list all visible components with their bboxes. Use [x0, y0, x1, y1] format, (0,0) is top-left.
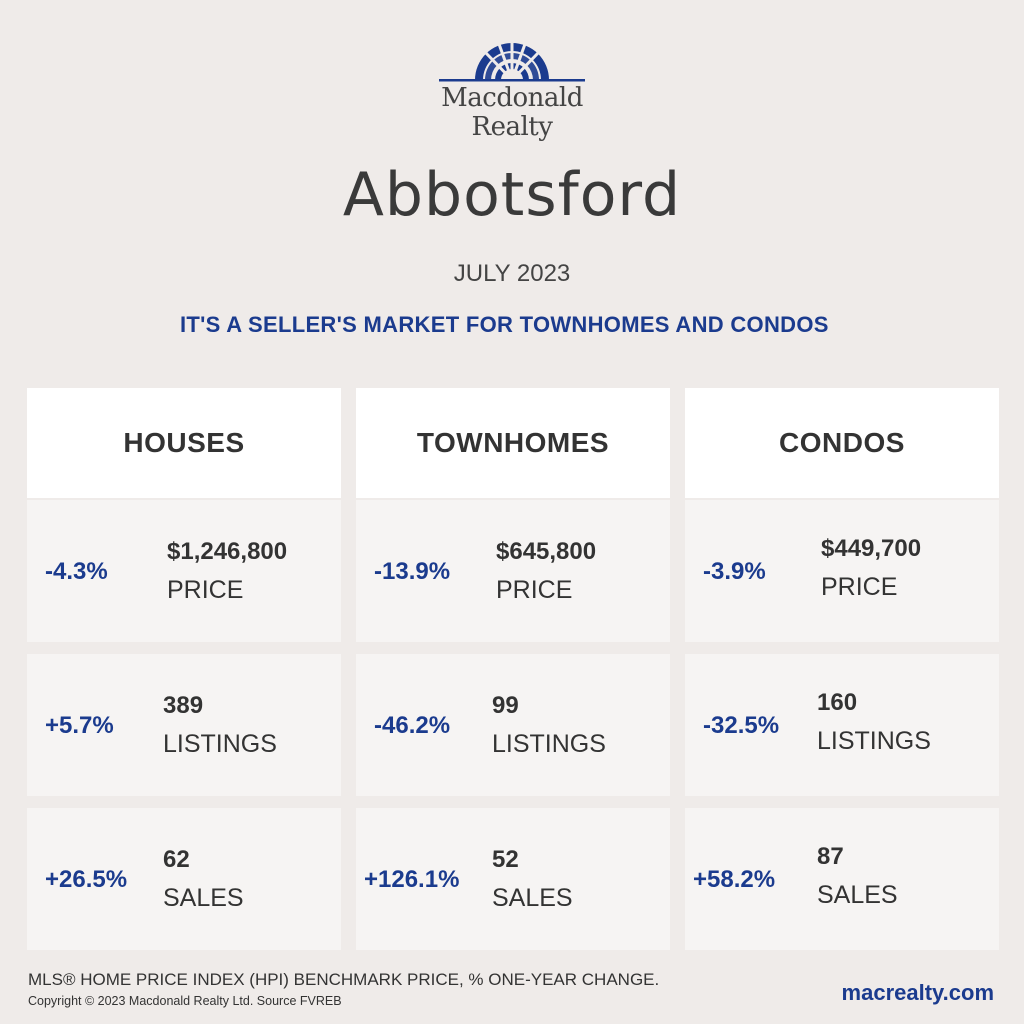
sales-label: SALES: [163, 884, 244, 912]
price-change: -3.9%: [703, 558, 766, 585]
price-label: PRICE: [821, 573, 898, 601]
sales-value: 52: [492, 846, 519, 873]
listings-label: LISTINGS: [163, 730, 277, 758]
column-header: TOWNHOMES: [356, 388, 670, 498]
listings-change: +5.7%: [45, 712, 114, 739]
price-card: [27, 500, 341, 642]
listings-change: -46.2%: [374, 712, 451, 739]
price-change: -4.3%: [45, 558, 108, 585]
listings-value: 99: [492, 692, 519, 719]
footer-copyright: Copyright © 2023 Macdonald Realty Ltd. Source FVREB: [28, 994, 342, 1008]
listings-card: [685, 654, 999, 796]
market-headline: IT'S A SELLER'S MARKET FOR TOWNHOMES AND CONDOS: [180, 312, 829, 337]
sun-arch-logo-icon: [437, 36, 587, 84]
listings-change: -32.5%: [703, 712, 780, 739]
sales-label: SALES: [817, 881, 898, 909]
brand-name-line1: Macdonald: [441, 83, 583, 113]
price-label: PRICE: [496, 576, 573, 604]
price-label: PRICE: [167, 576, 244, 604]
sales-card: [356, 808, 670, 950]
price-card: [685, 500, 999, 642]
brand-logo: [0, 36, 1024, 156]
brand-name-line2: Realty: [471, 112, 553, 142]
column-houses: [27, 388, 341, 912]
report-month: JULY 2023: [453, 260, 571, 287]
listings-value: 160: [817, 689, 858, 716]
sales-change: +26.5%: [45, 866, 128, 893]
city-title: Abbotsford: [342, 160, 682, 230]
price-change: -13.9%: [374, 558, 451, 585]
sales-change: +126.1%: [364, 866, 460, 893]
listings-card: [356, 654, 670, 796]
price-value: $1,246,800: [167, 538, 288, 565]
sales-card: [27, 808, 341, 950]
listings-label: LISTINGS: [817, 727, 931, 755]
listings-label: LISTINGS: [492, 730, 606, 758]
sales-value: 87: [817, 843, 844, 870]
listings-value: 389: [163, 692, 204, 719]
sales-card: [685, 808, 999, 950]
column-condos: [685, 388, 999, 909]
footer-note: MLS® HOME PRICE INDEX (HPI) BENCHMARK PRICE, % ONE-YEAR CHANGE.: [28, 970, 660, 989]
price-value: $449,700: [821, 535, 922, 562]
column-townhomes: [356, 388, 670, 912]
sales-value: 62: [163, 846, 190, 873]
column-header: CONDOS: [685, 388, 999, 498]
price-card: [356, 500, 670, 642]
website-link[interactable]: macrealty.com: [841, 980, 994, 1005]
price-value: $645,800: [496, 538, 597, 565]
column-header: HOUSES: [27, 388, 341, 498]
sales-change: +58.2%: [693, 866, 776, 893]
listings-card: [27, 654, 341, 796]
sales-label: SALES: [492, 884, 573, 912]
